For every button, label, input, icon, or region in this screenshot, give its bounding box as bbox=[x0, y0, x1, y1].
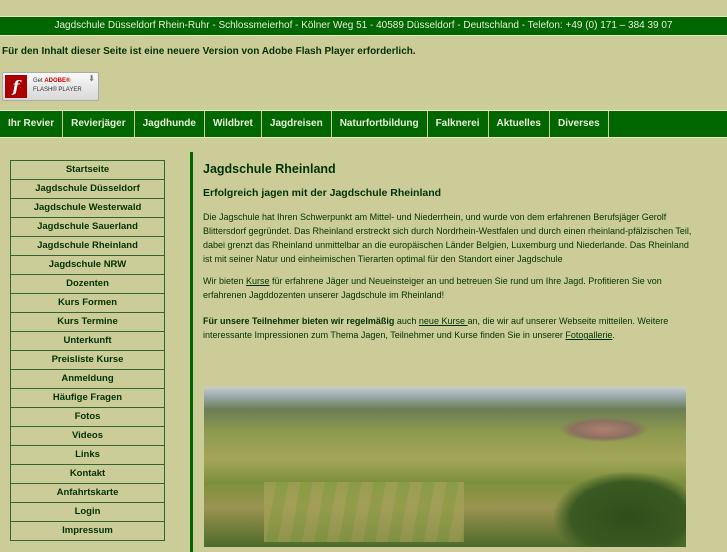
sidebar-item[interactable]: Fotos bbox=[10, 408, 165, 427]
flash-logo-icon: f bbox=[5, 75, 27, 98]
intro-paragraph: Die Jagschule hat Ihren Schwerpunkt am Mittel- und Niederrhein, und wurde von dem erfahrenen Berufsjäger Gerolf Blittersdorf gegründet. Das Rheinland erstreckt sich durch Nordrhein-Westfalen und durch einen rheinland-pfälzischen Teil, dabei grenzt das Rheinland unmittelbar an die europäischen Länder Belgien, Luxemburg und Niederlande. Das Rheinland ist mit seiner Natur und einheimischen Tierarten optimal für den Standort einer Jagdschule bbox=[203, 212, 692, 264]
main-content bbox=[203, 160, 693, 350]
flash-get-label: Get bbox=[33, 78, 43, 84]
nav-item[interactable]: Aktuelles bbox=[489, 111, 550, 137]
sidebar-item[interactable]: Anmeldung bbox=[10, 370, 165, 389]
sidebar-item[interactable]: Unterkunft bbox=[10, 332, 165, 351]
text: Wir bieten bbox=[203, 276, 247, 286]
sidebar-item[interactable]: Jagdschule Sauerland bbox=[10, 218, 165, 237]
kurse-link[interactable]: Kurse bbox=[246, 276, 270, 286]
address-bar: Jagdschule Düsseldorf Rhein-Ruhr - Schlossmeierhof - Kölner Weg 51 - 40589 Düsseldorf - Deutschland - Telefon: +49 (0) 171 – 384 39 07 bbox=[0, 16, 727, 36]
download-icon: ⬇ bbox=[88, 74, 95, 83]
sidebar-item[interactable]: Dozenten bbox=[10, 275, 165, 294]
sidebar-item[interactable]: Kurs Termine bbox=[10, 313, 165, 332]
courses-paragraph bbox=[203, 274, 693, 302]
nav-item[interactable]: Diverses bbox=[550, 111, 609, 137]
fotogallerie-link[interactable]: Fotogallerie bbox=[565, 330, 613, 340]
text: . bbox=[612, 330, 615, 340]
nav-item[interactable]: Jagdreisen bbox=[262, 111, 332, 137]
sidebar-item[interactable]: Jagdschule Westerwald bbox=[10, 199, 165, 218]
photo-tree bbox=[554, 472, 686, 547]
sidebar-item[interactable]: Jagdschule NRW bbox=[10, 256, 165, 275]
sidebar-item[interactable]: Kurs Formen bbox=[10, 294, 165, 313]
sidebar-nav bbox=[10, 160, 165, 541]
text: auch bbox=[394, 316, 419, 326]
bold-text: Für unsere Teilnehmer bieten wir regelmäßig bbox=[203, 316, 395, 326]
sidebar-item[interactable]: Videos bbox=[10, 427, 165, 446]
page-subtitle: Erfolgreich jagen mit der Jagdschule Rheinland bbox=[203, 187, 442, 199]
photo-fields bbox=[264, 482, 464, 542]
nav-item[interactable]: Jagdhunde bbox=[135, 111, 205, 137]
flash-player-label: FLASH® PLAYER bbox=[33, 87, 82, 93]
flash-adobe-label: ADOBE® bbox=[44, 78, 71, 84]
sidebar-item[interactable]: Jagdschule Rheinland bbox=[10, 237, 165, 256]
divider bbox=[190, 152, 193, 552]
flash-message: Für den Inhalt dieser Seite ist eine neuere Version von Adobe Flash Player erforderlich. bbox=[2, 46, 416, 57]
nav-item[interactable]: Wildbret bbox=[205, 111, 262, 137]
landscape-photo bbox=[204, 387, 686, 547]
text: für erfahrene Jäger und Neueinsteiger an und betreuen Sie rund um Ihre Jagd. Profitieren Sie von erfahrenen Jagddozenten unserer Jagdschule im Rheinland! bbox=[203, 276, 662, 300]
main-nav bbox=[0, 110, 727, 138]
neue-kurse-link[interactable]: neue Kurse bbox=[418, 316, 468, 326]
sidebar-item[interactable]: Startseite bbox=[10, 160, 165, 180]
sidebar-item[interactable]: Login bbox=[10, 503, 165, 522]
nav-item[interactable]: Naturfortbildung bbox=[332, 111, 428, 137]
news-paragraph bbox=[203, 314, 693, 342]
nav-item[interactable]: Ihr Revier bbox=[0, 111, 63, 137]
sidebar-item[interactable]: Preisliste Kurse bbox=[10, 351, 165, 370]
sidebar-item[interactable]: Anfahrtskarte bbox=[10, 484, 165, 503]
sidebar-item[interactable]: Häufige Fragen bbox=[10, 389, 165, 408]
get-flash-player-button[interactable] bbox=[2, 72, 99, 101]
sidebar-item[interactable]: Kontakt bbox=[10, 465, 165, 484]
photo-village bbox=[559, 417, 649, 442]
nav-item[interactable]: Falknerei bbox=[428, 111, 489, 137]
nav-item[interactable]: Revierjäger bbox=[63, 111, 134, 137]
text: an, die wir auf unserer Webseite mitteilen. Weitere interessante Impressionen zum Thema Jagen, Teilnehmer und Kurse finden Sie in unserer bbox=[203, 316, 669, 340]
sidebar-item[interactable]: Impressum bbox=[10, 522, 165, 541]
page-title: Jagdschule Rheinland bbox=[203, 162, 336, 176]
sidebar-item[interactable]: Jagdschule Düsseldorf bbox=[10, 180, 165, 199]
sidebar-item[interactable]: Links bbox=[10, 446, 165, 465]
